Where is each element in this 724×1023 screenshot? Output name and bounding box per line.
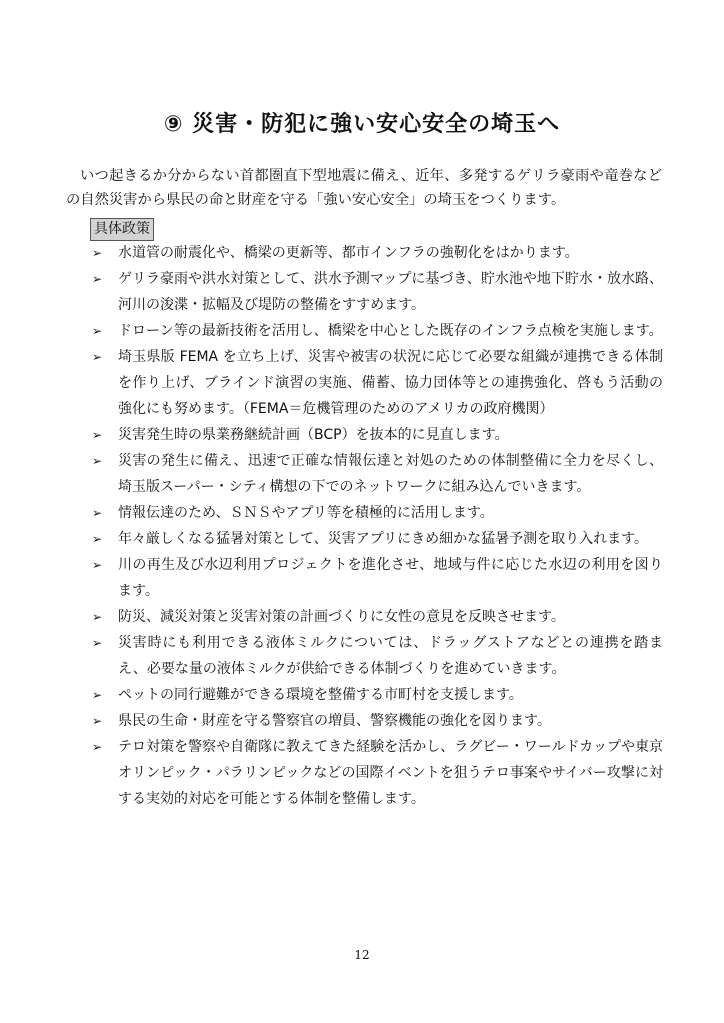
arrowhead-bullet-icon: ➢	[92, 610, 103, 624]
policy-item	[0, 422, 663, 448]
policy-text: 埼玉県版 FEMA を立ち上げ、災害や被害の状況に応じて必要な組織が連携できる体制を作り上げ、ブラインド演習の実施、備蓄、協力団体等との連携強化、啓もう活動の強化にも努めます。（FEMA＝危機管理のためのアメリカの政府機関）	[118, 349, 663, 417]
intro-paragraph: いつ起きるか分からない首都圏直下型地震に備え、近年、多発するゲリラ豪雨や竜巻などの自然災害から県民の命と財産を守る「強い安心安全」の埼玉をつくります。	[66, 168, 662, 209]
arrowhead-bullet-icon: ➢	[92, 532, 103, 546]
policy-item	[0, 526, 663, 552]
arrowhead-bullet-icon: ➢	[92, 688, 103, 702]
arrowhead-bullet-icon: ➢	[92, 454, 103, 468]
policy-text: 防災、減災対策と災害対策の計画づくりに女性の意見を反映させます。	[118, 609, 565, 625]
policy-item	[0, 500, 663, 526]
policy-item	[0, 604, 663, 630]
policy-item	[0, 708, 663, 734]
policy-item	[0, 630, 663, 682]
policy-text: テロ対策を警察や自衛隊に教えてきた経験を活かし、ラグビー・ワールドカップや東京オリンピック・パラリンピックなどの国際イベントを狙うテロ事案やサイバー攻撃に対する実効的対応を可能とする体制を整備します。	[118, 739, 663, 807]
policy-text: ゲリラ豪雨や洪水対策として、洪水予測マップに基づき、貯水池や地下貯水・放水路、河川の浚渫・拡幅及び堤防の整備をすすめます。	[118, 271, 663, 313]
policy-text: 災害の発生に備え、迅速で正確な情報伝達と対処のための体制整備に全力を尽くし、埼玉版スーパー・シティ構想の下でのネットワークに組み込んでいきます。	[118, 453, 663, 495]
arrowhead-bullet-icon: ➢	[92, 272, 103, 286]
page-title: ⑨ 災害・防犯に強い安心安全の埼玉へ	[163, 111, 561, 137]
policy-text: ドローン等の最新技術を活用し、橋梁を中心とした既存のインフラ点検を実施します。	[118, 323, 663, 339]
arrowhead-bullet-icon: ➢	[92, 636, 103, 650]
policy-text: 災害時にも利用できる液体ミルクについては、ドラッグストアなどとの連携を踏まえ、必要な量の液体ミルクが供給できる体制づくりを進めていきます。	[118, 635, 663, 677]
policy-item	[0, 344, 663, 422]
policy-item	[0, 266, 663, 318]
policy-text: 川の再生及び水辺利用プロジェクトを進化させ、地域与件に応じた水辺の利用を図ります。	[118, 557, 663, 599]
policy-text: 水道管の耐震化や、橋梁の更新等、都市インフラの強靭化をはかります。	[118, 245, 579, 261]
arrowhead-bullet-icon: ➢	[92, 350, 103, 364]
arrowhead-bullet-icon: ➢	[92, 428, 103, 442]
policy-item	[0, 734, 663, 812]
policy-item	[0, 682, 663, 708]
policy-text: 災害発生時の県業務継続計画（BCP）を抜本的に見直します。	[118, 427, 509, 443]
policy-item	[0, 552, 663, 604]
arrowhead-bullet-icon: ➢	[92, 246, 103, 260]
policy-text: 情報伝達のため、ＳＮＳやアプリ等を積極的に活用します。	[118, 505, 494, 521]
page-number: 12	[354, 948, 370, 962]
policy-text: ペットの同行避難ができる環境を整備する市町村を支援します。	[118, 687, 523, 703]
section-label: 具体政策	[90, 218, 154, 241]
policy-item	[0, 448, 663, 500]
policy-item	[0, 240, 663, 266]
policy-item	[0, 318, 663, 344]
policy-text: 県民の生命・財産を守る警察官の増員、警察機能の強化を図ります。	[118, 713, 551, 729]
arrowhead-bullet-icon: ➢	[92, 506, 103, 520]
policy-text: 年々厳しくなる猛暑対策として、災害アプリにきめ細かな猛暑予測を取り入れます。	[118, 531, 649, 547]
policy-list	[0, 240, 724, 812]
arrowhead-bullet-icon: ➢	[92, 558, 103, 572]
arrowhead-bullet-icon: ➢	[92, 740, 103, 754]
arrowhead-bullet-icon: ➢	[92, 324, 103, 338]
arrowhead-bullet-icon: ➢	[92, 714, 103, 728]
